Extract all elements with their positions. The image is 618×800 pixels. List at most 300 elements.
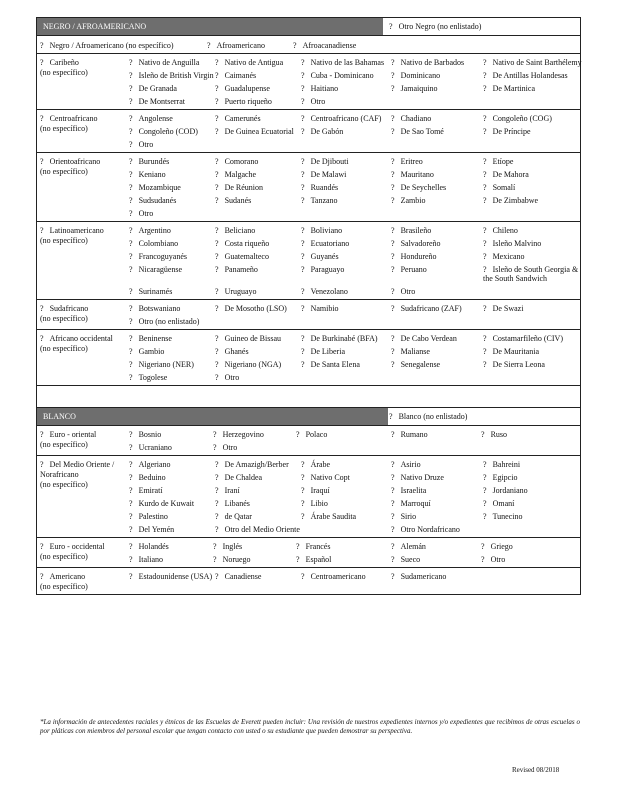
group-label[interactable]: ? Americano (no específico) [40, 572, 88, 591]
option[interactable] [215, 170, 301, 179]
checkbox-icon[interactable]: ? [129, 265, 133, 274]
checkbox-icon[interactable]: ? [215, 239, 219, 248]
option[interactable] [129, 430, 213, 439]
option[interactable] [129, 196, 215, 205]
checkbox-icon[interactable]: ? [481, 555, 485, 564]
group-label[interactable]: ? Centroafricano (no específico) [40, 114, 98, 133]
checkbox-icon[interactable]: ? [40, 460, 44, 469]
option[interactable] [129, 71, 215, 80]
checkbox-icon[interactable]: ? [483, 127, 487, 136]
checkbox-icon[interactable]: ? [391, 525, 395, 534]
option[interactable] [301, 287, 391, 296]
checkbox-icon[interactable]: ? [129, 140, 133, 149]
checkbox-icon[interactable]: ? [391, 84, 395, 93]
checkbox-icon[interactable]: ? [129, 84, 133, 93]
checkbox-icon[interactable]: ? [40, 542, 44, 551]
checkbox-icon[interactable]: ? [215, 525, 219, 534]
checkbox-icon[interactable]: ? [391, 157, 395, 166]
checkbox-icon[interactable]: ? [483, 360, 487, 369]
option[interactable] [301, 512, 391, 521]
option[interactable] [215, 114, 301, 123]
option[interactable] [213, 430, 296, 439]
checkbox-icon[interactable]: ? [391, 196, 395, 205]
checkbox-icon[interactable]: ? [40, 41, 44, 50]
option[interactable] [301, 304, 391, 313]
checkbox-icon[interactable]: ? [129, 97, 133, 106]
checkbox-icon[interactable]: ? [296, 430, 300, 439]
option[interactable]: ? Negro / Afroamericano (no específico) [40, 41, 174, 50]
option[interactable] [215, 196, 301, 205]
checkbox-icon[interactable]: ? [301, 71, 305, 80]
checkbox-icon[interactable]: ? [215, 347, 219, 356]
checkbox-icon[interactable]: ? [215, 265, 219, 274]
checkbox-icon[interactable]: ? [129, 443, 133, 452]
option[interactable] [301, 265, 391, 283]
option[interactable] [129, 347, 215, 356]
option[interactable] [301, 97, 391, 106]
option[interactable] [391, 430, 481, 439]
option[interactable] [391, 170, 483, 179]
option[interactable] [483, 334, 583, 343]
checkbox-icon[interactable]: ? [391, 226, 395, 235]
checkbox-icon[interactable]: ? [129, 347, 133, 356]
option[interactable] [129, 460, 215, 469]
option[interactable] [213, 555, 296, 564]
option[interactable] [215, 486, 301, 495]
checkbox-icon[interactable]: ? [215, 304, 219, 313]
checkbox-icon[interactable]: ? [301, 183, 305, 192]
option[interactable] [391, 183, 483, 192]
option[interactable] [215, 512, 301, 521]
option[interactable] [483, 114, 583, 123]
option[interactable] [391, 486, 483, 495]
option[interactable] [129, 499, 215, 508]
checkbox-icon[interactable]: ? [483, 486, 487, 495]
checkbox-icon[interactable]: ? [301, 170, 305, 179]
checkbox-icon[interactable]: ? [215, 58, 219, 67]
checkbox-icon[interactable]: ? [301, 512, 305, 521]
checkbox-icon[interactable]: ? [296, 542, 300, 551]
checkbox-icon[interactable]: ? [391, 127, 395, 136]
checkbox-icon[interactable]: ? [129, 525, 133, 534]
option[interactable] [481, 430, 561, 439]
checkbox-icon[interactable]: ? [40, 157, 44, 166]
checkbox-icon[interactable]: ? [483, 265, 487, 274]
option[interactable] [129, 373, 215, 382]
option[interactable] [391, 499, 483, 508]
option[interactable] [483, 499, 583, 508]
option[interactable] [129, 114, 215, 123]
checkbox-icon[interactable]: ? [129, 430, 133, 439]
option[interactable] [481, 542, 561, 551]
checkbox-icon[interactable]: ? [391, 572, 395, 581]
checkbox-icon[interactable]: ? [391, 239, 395, 248]
checkbox-icon[interactable]: ? [40, 304, 44, 313]
checkbox-icon[interactable]: ? [129, 460, 133, 469]
checkbox-icon[interactable]: ? [40, 58, 44, 67]
checkbox-icon[interactable]: ? [129, 486, 133, 495]
option[interactable] [483, 473, 583, 482]
checkbox-icon[interactable]: ? [215, 157, 219, 166]
checkbox-icon[interactable]: ? [301, 127, 305, 136]
option[interactable] [129, 525, 215, 534]
checkbox-icon[interactable]: ? [207, 41, 211, 50]
checkbox-icon[interactable]: ? [40, 334, 44, 343]
checkbox-icon[interactable]: ? [301, 334, 305, 343]
checkbox-icon[interactable]: ? [129, 71, 133, 80]
option[interactable] [215, 572, 301, 581]
option[interactable] [301, 347, 391, 356]
option[interactable] [129, 317, 215, 326]
option[interactable] [129, 252, 215, 261]
checkbox-icon[interactable]: ? [391, 71, 395, 80]
checkbox-icon[interactable]: ? [391, 170, 395, 179]
checkbox-icon[interactable]: ? [213, 443, 217, 452]
option[interactable] [129, 97, 215, 106]
option[interactable] [215, 334, 301, 343]
option[interactable] [391, 265, 483, 283]
option[interactable] [215, 360, 301, 369]
option[interactable] [129, 486, 215, 495]
checkbox-icon[interactable]: ? [40, 114, 44, 123]
option[interactable] [301, 226, 391, 235]
group-label[interactable]: ? Orientoafricano (no específico) [40, 157, 101, 176]
option[interactable] [483, 252, 583, 261]
option[interactable] [391, 58, 483, 67]
checkbox-icon[interactable]: ? [129, 499, 133, 508]
option[interactable] [215, 499, 301, 508]
option[interactable] [215, 183, 301, 192]
checkbox-icon[interactable]: ? [215, 334, 219, 343]
checkbox-icon[interactable]: ? [213, 555, 217, 564]
option[interactable] [483, 196, 583, 205]
checkbox-icon[interactable]: ? [391, 486, 395, 495]
option[interactable] [296, 430, 391, 439]
checkbox-icon[interactable]: ? [389, 412, 393, 421]
option[interactable] [129, 226, 215, 235]
option[interactable] [391, 71, 483, 80]
checkbox-icon[interactable]: ? [129, 196, 133, 205]
option[interactable] [391, 334, 483, 343]
option[interactable] [215, 71, 301, 80]
option[interactable] [129, 170, 215, 179]
option[interactable] [483, 486, 583, 495]
option[interactable] [129, 555, 213, 564]
checkbox-icon[interactable]: ? [215, 360, 219, 369]
option[interactable] [215, 157, 301, 166]
option[interactable] [483, 127, 583, 136]
checkbox-icon[interactable]: ? [129, 304, 133, 313]
option[interactable] [301, 360, 391, 369]
checkbox-icon[interactable]: ? [301, 572, 305, 581]
checkbox-icon[interactable]: ? [483, 334, 487, 343]
checkbox-icon[interactable]: ? [213, 430, 217, 439]
option[interactable] [301, 170, 391, 179]
option[interactable] [296, 542, 391, 551]
checkbox-icon[interactable]: ? [215, 252, 219, 261]
option[interactable] [215, 252, 301, 261]
checkbox-icon[interactable]: ? [483, 252, 487, 261]
checkbox-icon[interactable]: ? [391, 430, 395, 439]
checkbox-icon[interactable]: ? [483, 196, 487, 205]
option[interactable] [215, 239, 301, 248]
checkbox-icon[interactable]: ? [391, 265, 395, 274]
checkbox-icon[interactable]: ? [129, 287, 133, 296]
checkbox-icon[interactable]: ? [483, 58, 487, 67]
option[interactable] [129, 58, 215, 67]
option[interactable] [129, 157, 215, 166]
option[interactable] [483, 304, 583, 313]
checkbox-icon[interactable]: ? [215, 287, 219, 296]
checkbox-icon[interactable]: ? [129, 334, 133, 343]
option[interactable] [215, 127, 301, 136]
checkbox-icon[interactable]: ? [481, 542, 485, 551]
checkbox-icon[interactable]: ? [483, 226, 487, 235]
option[interactable] [129, 140, 215, 149]
option[interactable] [391, 252, 483, 261]
checkbox-icon[interactable]: ? [301, 97, 305, 106]
checkbox-icon[interactable]: ? [215, 196, 219, 205]
option[interactable] [301, 239, 391, 248]
checkbox-icon[interactable]: ? [483, 460, 487, 469]
option[interactable] [301, 460, 391, 469]
option[interactable] [483, 512, 583, 521]
checkbox-icon[interactable]: ? [391, 555, 395, 564]
option[interactable] [215, 460, 301, 469]
option[interactable] [391, 525, 483, 534]
option[interactable] [483, 239, 583, 248]
other-option[interactable]: ? Otro Negro (no enlistado) [389, 18, 481, 35]
group-label[interactable]: ? Latinoamericano (no específico) [40, 226, 104, 245]
checkbox-icon[interactable]: ? [213, 542, 217, 551]
option[interactable] [213, 443, 296, 452]
checkbox-icon[interactable]: ? [389, 22, 393, 31]
option[interactable] [129, 209, 215, 218]
checkbox-icon[interactable]: ? [301, 226, 305, 235]
option[interactable] [483, 460, 583, 469]
checkbox-icon[interactable]: ? [215, 373, 219, 382]
option[interactable] [129, 473, 215, 482]
option[interactable] [481, 555, 561, 564]
option[interactable] [483, 170, 583, 179]
checkbox-icon[interactable]: ? [293, 41, 297, 50]
checkbox-icon[interactable]: ? [301, 84, 305, 93]
checkbox-icon[interactable]: ? [301, 347, 305, 356]
checkbox-icon[interactable]: ? [391, 360, 395, 369]
option[interactable] [129, 443, 213, 452]
option[interactable] [483, 226, 583, 235]
checkbox-icon[interactable]: ? [391, 58, 395, 67]
option[interactable] [391, 304, 483, 313]
checkbox-icon[interactable]: ? [215, 71, 219, 80]
option[interactable] [301, 114, 391, 123]
option[interactable] [129, 572, 215, 581]
option[interactable] [483, 360, 583, 369]
option[interactable] [391, 84, 483, 93]
checkbox-icon[interactable]: ? [391, 512, 395, 521]
checkbox-icon[interactable]: ? [40, 572, 44, 581]
option[interactable] [391, 512, 483, 521]
group-label[interactable]: ? Euro - occidental (no específico) [40, 542, 105, 561]
option[interactable] [215, 226, 301, 235]
checkbox-icon[interactable]: ? [215, 127, 219, 136]
option[interactable] [301, 71, 391, 80]
option[interactable] [215, 373, 301, 382]
checkbox-icon[interactable]: ? [301, 304, 305, 313]
option[interactable] [301, 473, 391, 482]
checkbox-icon[interactable]: ? [129, 127, 133, 136]
option[interactable] [215, 304, 301, 313]
checkbox-icon[interactable]: ? [215, 512, 219, 521]
checkbox-icon[interactable]: ? [391, 287, 395, 296]
checkbox-icon[interactable]: ? [301, 486, 305, 495]
option[interactable] [391, 555, 481, 564]
checkbox-icon[interactable]: ? [483, 499, 487, 508]
option[interactable] [215, 525, 301, 534]
checkbox-icon[interactable]: ? [301, 473, 305, 482]
option[interactable] [301, 157, 391, 166]
checkbox-icon[interactable]: ? [215, 473, 219, 482]
option[interactable] [483, 265, 583, 283]
option[interactable] [215, 287, 301, 296]
checkbox-icon[interactable]: ? [129, 209, 133, 218]
option[interactable] [215, 58, 301, 67]
checkbox-icon[interactable]: ? [129, 157, 133, 166]
option[interactable] [301, 127, 391, 136]
checkbox-icon[interactable]: ? [129, 572, 133, 581]
checkbox-icon[interactable]: ? [483, 114, 487, 123]
option[interactable] [301, 499, 391, 508]
option[interactable] [391, 460, 483, 469]
checkbox-icon[interactable]: ? [301, 58, 305, 67]
checkbox-icon[interactable]: ? [129, 252, 133, 261]
checkbox-icon[interactable]: ? [301, 287, 305, 296]
checkbox-icon[interactable]: ? [391, 460, 395, 469]
option[interactable] [301, 572, 391, 581]
option[interactable] [391, 196, 483, 205]
option[interactable] [129, 334, 215, 343]
checkbox-icon[interactable]: ? [391, 114, 395, 123]
checkbox-icon[interactable]: ? [391, 499, 395, 508]
option[interactable] [391, 226, 483, 235]
checkbox-icon[interactable]: ? [296, 555, 300, 564]
checkbox-icon[interactable]: ? [301, 265, 305, 274]
other-option[interactable]: ? Blanco (no enlistado) [389, 408, 467, 425]
checkbox-icon[interactable]: ? [301, 239, 305, 248]
checkbox-icon[interactable]: ? [215, 226, 219, 235]
checkbox-icon[interactable]: ? [129, 542, 133, 551]
checkbox-icon[interactable]: ? [391, 347, 395, 356]
option[interactable] [215, 97, 301, 106]
checkbox-icon[interactable]: ? [391, 304, 395, 313]
option[interactable] [391, 157, 483, 166]
group-label[interactable]: ? Euro - oriental (no específico) [40, 430, 97, 449]
checkbox-icon[interactable]: ? [483, 71, 487, 80]
checkbox-icon[interactable]: ? [391, 473, 395, 482]
option[interactable] [129, 265, 215, 283]
option[interactable] [391, 239, 483, 248]
option[interactable] [301, 486, 391, 495]
option[interactable] [391, 473, 483, 482]
checkbox-icon[interactable]: ? [215, 486, 219, 495]
option[interactable] [129, 183, 215, 192]
option[interactable] [483, 71, 583, 80]
option[interactable] [215, 265, 301, 283]
checkbox-icon[interactable]: ? [301, 157, 305, 166]
checkbox-icon[interactable]: ? [483, 183, 487, 192]
group-label[interactable]: ? Caribeño (no específico) [40, 58, 88, 77]
option[interactable] [129, 239, 215, 248]
checkbox-icon[interactable]: ? [481, 430, 485, 439]
option[interactable] [391, 127, 483, 136]
option[interactable] [483, 347, 583, 356]
checkbox-icon[interactable]: ? [483, 84, 487, 93]
checkbox-icon[interactable]: ? [129, 170, 133, 179]
checkbox-icon[interactable]: ? [483, 512, 487, 521]
option[interactable] [301, 334, 391, 343]
option[interactable] [129, 287, 215, 296]
checkbox-icon[interactable]: ? [129, 58, 133, 67]
checkbox-icon[interactable]: ? [301, 460, 305, 469]
option[interactable] [391, 287, 483, 296]
option[interactable] [391, 542, 481, 551]
option[interactable] [483, 183, 583, 192]
option[interactable] [483, 84, 583, 93]
checkbox-icon[interactable]: ? [215, 97, 219, 106]
checkbox-icon[interactable]: ? [391, 252, 395, 261]
checkbox-icon[interactable]: ? [215, 499, 219, 508]
option[interactable] [391, 360, 483, 369]
checkbox-icon[interactable]: ? [215, 572, 219, 581]
option[interactable] [129, 360, 215, 369]
checkbox-icon[interactable]: ? [215, 170, 219, 179]
checkbox-icon[interactable]: ? [483, 239, 487, 248]
checkbox-icon[interactable]: ? [483, 304, 487, 313]
option[interactable]: ? Afroacanadiense [293, 41, 357, 50]
group-label[interactable]: ? Del Medio Oriente / Norafricano (no específico) [40, 460, 115, 489]
option[interactable]: ? Afroamericano [207, 41, 265, 50]
option[interactable] [129, 84, 215, 93]
checkbox-icon[interactable]: ? [301, 252, 305, 261]
checkbox-icon[interactable]: ? [40, 226, 44, 235]
checkbox-icon[interactable]: ? [129, 226, 133, 235]
checkbox-icon[interactable]: ? [129, 114, 133, 123]
checkbox-icon[interactable]: ? [129, 373, 133, 382]
option[interactable] [391, 114, 483, 123]
option[interactable] [129, 304, 215, 313]
option[interactable] [129, 127, 215, 136]
option[interactable] [301, 196, 391, 205]
option[interactable] [301, 183, 391, 192]
checkbox-icon[interactable]: ? [391, 183, 395, 192]
checkbox-icon[interactable]: ? [129, 183, 133, 192]
checkbox-icon[interactable]: ? [483, 347, 487, 356]
option[interactable] [483, 157, 583, 166]
option[interactable] [215, 473, 301, 482]
option[interactable] [215, 84, 301, 93]
checkbox-icon[interactable]: ? [483, 170, 487, 179]
option[interactable] [215, 347, 301, 356]
checkbox-icon[interactable]: ? [215, 114, 219, 123]
checkbox-icon[interactable]: ? [129, 512, 133, 521]
checkbox-icon[interactable]: ? [215, 84, 219, 93]
checkbox-icon[interactable]: ? [483, 157, 487, 166]
checkbox-icon[interactable]: ? [129, 473, 133, 482]
checkbox-icon[interactable]: ? [301, 114, 305, 123]
option[interactable] [301, 58, 391, 67]
checkbox-icon[interactable]: ? [40, 430, 44, 439]
checkbox-icon[interactable]: ? [129, 555, 133, 564]
